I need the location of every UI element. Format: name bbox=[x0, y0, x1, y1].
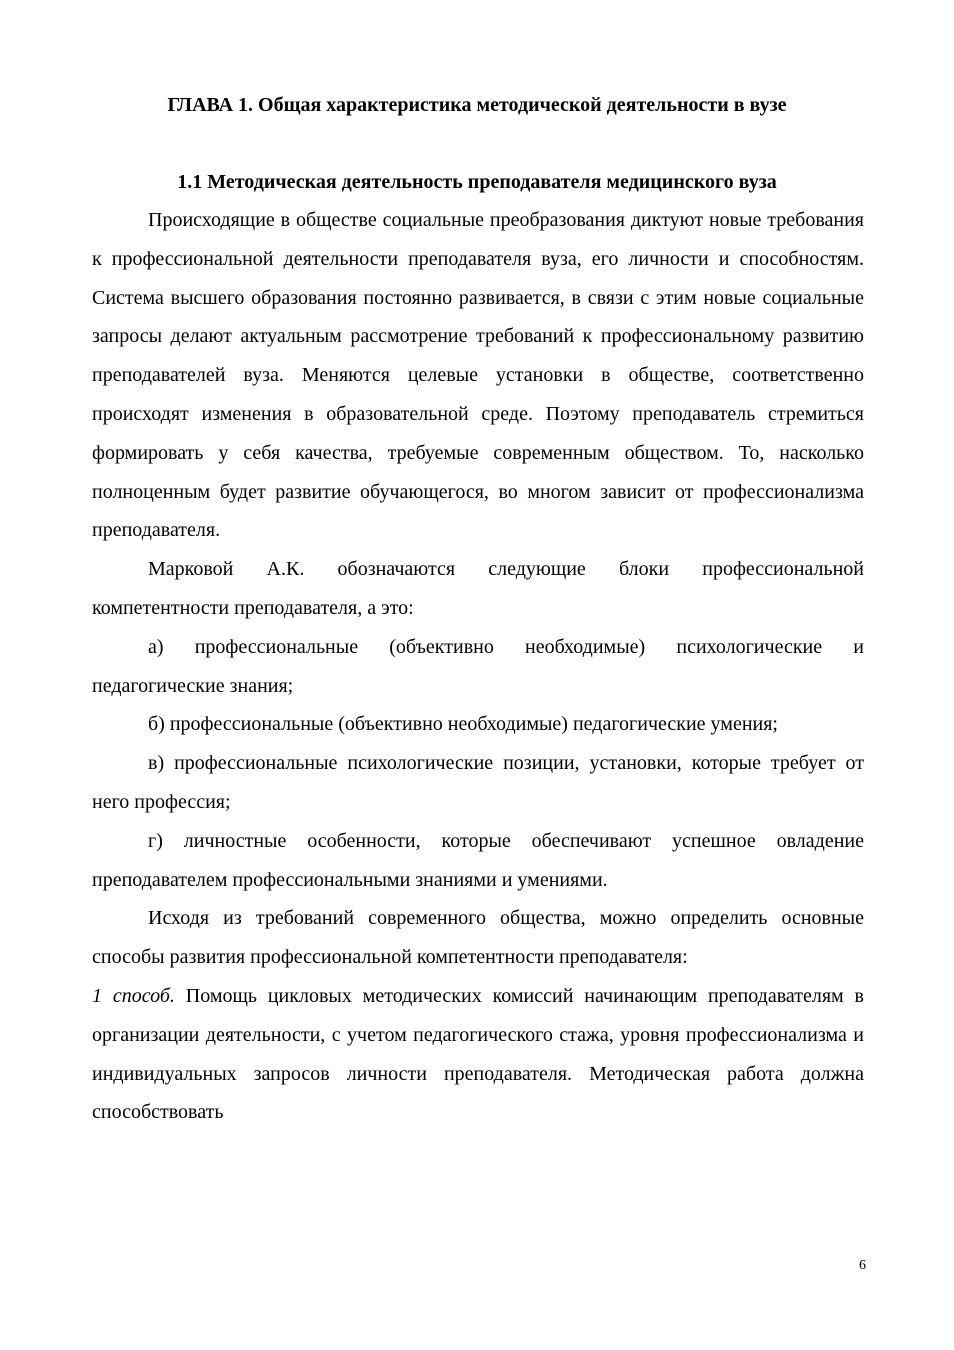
paragraph-requirements: Исходя из требований современного общества, можно определить основные способы развития профессиональной компетентности преподавателя: bbox=[92, 907, 864, 969]
method-1-label: 1 способ. bbox=[92, 984, 175, 1007]
body-text bbox=[92, 201, 864, 1132]
chapter-title: ГЛАВА 1. Общая характеристика методической деятельности в вузе bbox=[167, 94, 787, 116]
paragraph-intro: Происходящие в обществе социальные преобразования диктуют новые требования к профессиональной деятельности преподавателя вуза, его личности и способностям. Система высшего образования постоянно развивается, в связи с этим новые социальные запросы делают актуальным рассмотрение требований к профессиональному развитию преподавателей вуза. Меняются целевые установки в обществе, соответственно происходят изменения в образовательной среде. Поэтому преподаватель стремиться формировать у себя качества, требуемые современным обществом. То, насколько полноценным будет развитие обучающегося, во многом зависит от профессионализма преподавателя. bbox=[92, 209, 864, 542]
paragraph-markova: Марковой А.К. обозначаются следующие блоки профессиональной компетентности преподавателя, а это: bbox=[92, 558, 864, 619]
page-number: 6 bbox=[859, 1258, 866, 1273]
method-1-text: Помощь цикловых методических комиссий начинающим преподавателям в организации деятельности, с учетом педагогического стажа, уровня профессионализма и индивидуальных запросов личности преподавателя. Методическая работа должна способствовать bbox=[92, 984, 864, 1124]
list-item-g: г) личностные особенности, которые обеспечивают успешное овладение преподавателем профессиональными знаниями и умениями. bbox=[92, 829, 864, 891]
list-item-v: в) профессиональные психологические позиции, установки, которые требует от него профессия; bbox=[92, 752, 864, 813]
section-title: 1.1 Методическая деятельность преподавателя медицинского вуза bbox=[177, 171, 777, 193]
list-item-a: а) профессиональные (объективно необходимые) психологические и педагогические знания; bbox=[92, 635, 864, 697]
list-item-b: б) профессиональные (объективно необходимые) педагогические умения; bbox=[148, 713, 778, 736]
paragraph-method-1 bbox=[92, 977, 864, 1132]
